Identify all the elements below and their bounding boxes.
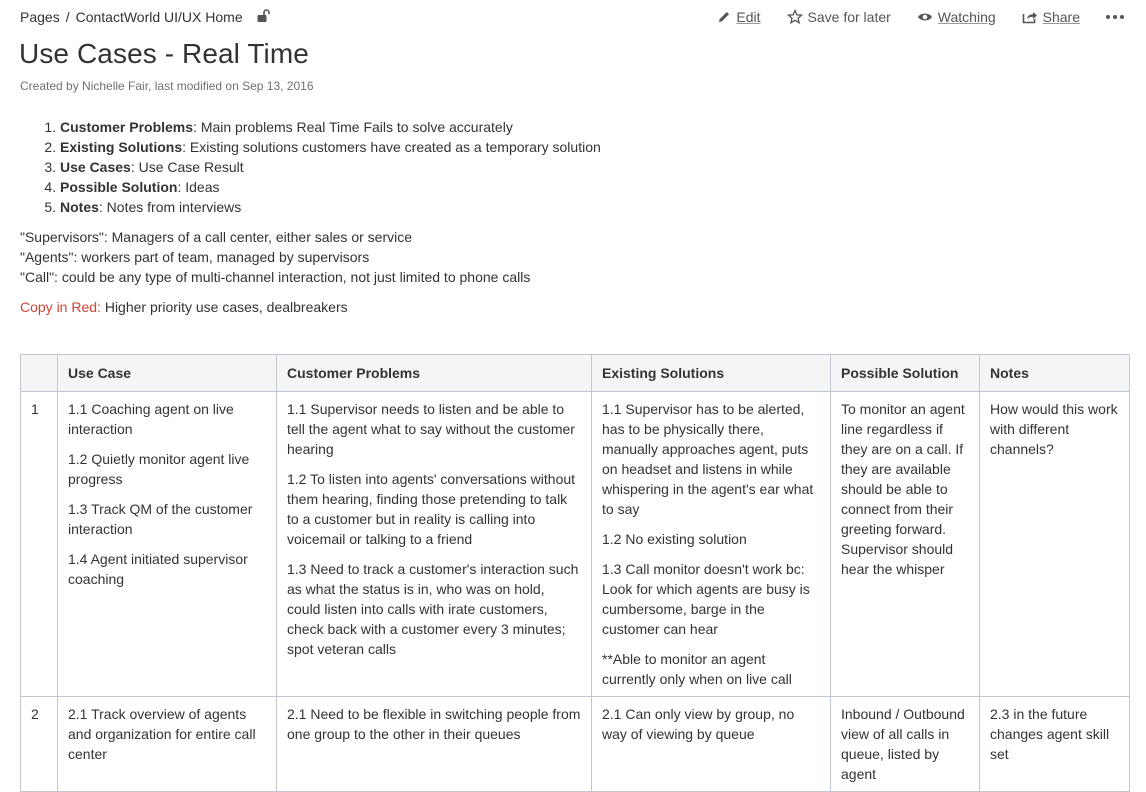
share-icon — [1022, 10, 1038, 24]
term-call: "Call": could be any type of multi-channel interaction, not just limited to phone calls — [20, 269, 531, 285]
definition-term: Possible Solution — [60, 179, 178, 195]
cell-existing-solutions — [592, 392, 831, 697]
cell-possible-solution — [831, 392, 980, 697]
breadcrumb — [20, 9, 271, 25]
definition-item — [60, 177, 1130, 197]
header-possible-solution: Possible Solution — [831, 355, 980, 392]
header-number — [21, 355, 58, 392]
definition-term: Notes — [60, 199, 99, 215]
definition-item — [60, 117, 1130, 137]
breadcrumb-separator: / — [65, 9, 70, 25]
definition-desc: : Notes from interviews — [98, 199, 242, 215]
definition-item — [60, 157, 1130, 177]
cell-paragraph: To monitor an agent line regardless if they are on a call. If they are available should be able to connect from their greeting forward. Supervisor should hear the whisper — [841, 401, 965, 577]
breadcrumb-pages-link[interactable]: Pages — [20, 9, 60, 25]
cell-customer-problems — [277, 392, 592, 697]
more-horizontal-icon[interactable] — [1106, 15, 1126, 19]
table-row — [21, 392, 1130, 697]
share-button[interactable] — [1022, 9, 1080, 25]
edit-button[interactable] — [717, 9, 760, 25]
cell-possible-solution — [831, 697, 980, 792]
breadcrumb-space-link[interactable]: ContactWorld UI/UX Home — [75, 9, 243, 25]
definition-term: Use Cases — [60, 159, 131, 175]
definition-desc: : Main problems Real Time Fails to solve accurately — [193, 119, 513, 135]
cell-paragraph: 1.3 Need to track a customer's interaction such as what the status is in, who was on hold, could listen into calls with irate customers, check back with a customer every 3 minutes; spot veteran calls — [287, 561, 579, 657]
save-for-later-label: Save for later — [807, 9, 891, 25]
cell-paragraph: 1.2 No existing solution — [602, 531, 747, 547]
eye-icon — [917, 10, 933, 24]
edit-label: Edit — [736, 9, 761, 25]
unlock-icon[interactable] — [255, 8, 271, 24]
use-case-table — [20, 354, 1130, 792]
cell-paragraph: 1.2 To listen into agents' conversations without them hearing, finding those pretending to talk to a customer but in reality is calling into voicemail or talking to a friend — [287, 471, 576, 547]
priority-note-red: Copy in Red: — [20, 299, 101, 315]
cell-paragraph: How would this work with different channels? — [990, 401, 1118, 457]
cell-use-case — [58, 392, 277, 697]
cell-paragraph: 1.1 Supervisor needs to listen and be able to tell the agent what to say without the customer hearing — [287, 401, 575, 457]
save-for-later-button[interactable] — [787, 9, 891, 25]
cell-use-case — [58, 697, 277, 792]
definitions-list — [60, 117, 1130, 217]
definition-term: Customer Problems — [60, 119, 194, 135]
terms-block — [20, 227, 1130, 287]
term-agents: "Agents": workers part of team, managed by supervisors — [20, 249, 370, 265]
page-actions — [691, 9, 1146, 25]
cell-paragraph: 2.1 Need to be flexible in switching people from one group to the other in their queues — [287, 706, 581, 742]
watching-label: Watching — [937, 9, 996, 25]
cell-paragraph: 1.4 Agent initiated supervisor coaching — [68, 551, 248, 587]
table-row — [21, 697, 1130, 792]
page-title: Use Cases - Real Time — [19, 38, 309, 69]
definition-desc: : Ideas — [177, 179, 220, 195]
cell-paragraph: 1.1 Supervisor has to be alerted, has to be physically there, manually approaches agent, puts on headset and listens in while whispering in the agent's ear what to say — [602, 401, 814, 517]
page-content — [20, 117, 1130, 317]
cell-paragraph: 1.2 Quietly monitor agent live progress — [68, 451, 250, 487]
watching-button[interactable] — [917, 9, 996, 25]
cell-paragraph: 2.1 Can only view by group, no way of viewing by queue — [602, 706, 795, 742]
header-existing-solutions: Existing Solutions — [592, 355, 831, 392]
cell-paragraph: 2.1 Track overview of agents and organization for entire call center — [68, 706, 256, 762]
definition-item — [60, 197, 1130, 217]
priority-note — [20, 297, 1130, 317]
page-byline: Created by Nichelle Fair, last modified on Sep 13, 2016 — [20, 79, 314, 93]
cell-notes — [980, 697, 1130, 792]
definition-desc: : Existing solutions customers have created as a temporary solution — [182, 139, 601, 155]
share-label: Share — [1042, 9, 1080, 25]
cell-paragraph: Inbound / Outbound view of all calls in queue, listed by agent — [841, 706, 965, 782]
term-supervisors: "Supervisors": Managers of a call center, either sales or service — [20, 229, 412, 245]
top-bar — [0, 0, 1146, 34]
cell-existing-solutions — [592, 697, 831, 792]
row-number: 2 — [21, 697, 58, 792]
definition-item — [60, 137, 1130, 157]
header-customer-problems: Customer Problems — [277, 355, 592, 392]
star-icon — [787, 9, 803, 25]
pencil-icon — [717, 10, 731, 24]
priority-note-rest: Higher priority use cases, dealbreakers — [100, 299, 348, 315]
row-number: 1 — [21, 392, 58, 697]
cell-notes — [980, 392, 1130, 697]
cell-paragraph: 1.1 Coaching agent on live interaction — [68, 401, 234, 437]
definition-term: Existing Solutions — [60, 139, 183, 155]
cell-paragraph: 1.3 Call monitor doesn't work bc: Look for which agents are busy is cumbersome, barge in the customer can hear — [602, 561, 810, 637]
table-header-row — [21, 355, 1130, 392]
header-notes: Notes — [980, 355, 1130, 392]
cell-paragraph: **Able to monitor an agent currently only when on live call — [602, 651, 792, 687]
header-use-case: Use Case — [58, 355, 277, 392]
cell-paragraph: 1.3 Track QM of the customer interaction — [68, 501, 253, 537]
cell-paragraph: 2.3 in the future changes agent skill set — [990, 706, 1110, 762]
definition-desc: : Use Case Result — [130, 159, 244, 175]
cell-customer-problems — [277, 697, 592, 792]
